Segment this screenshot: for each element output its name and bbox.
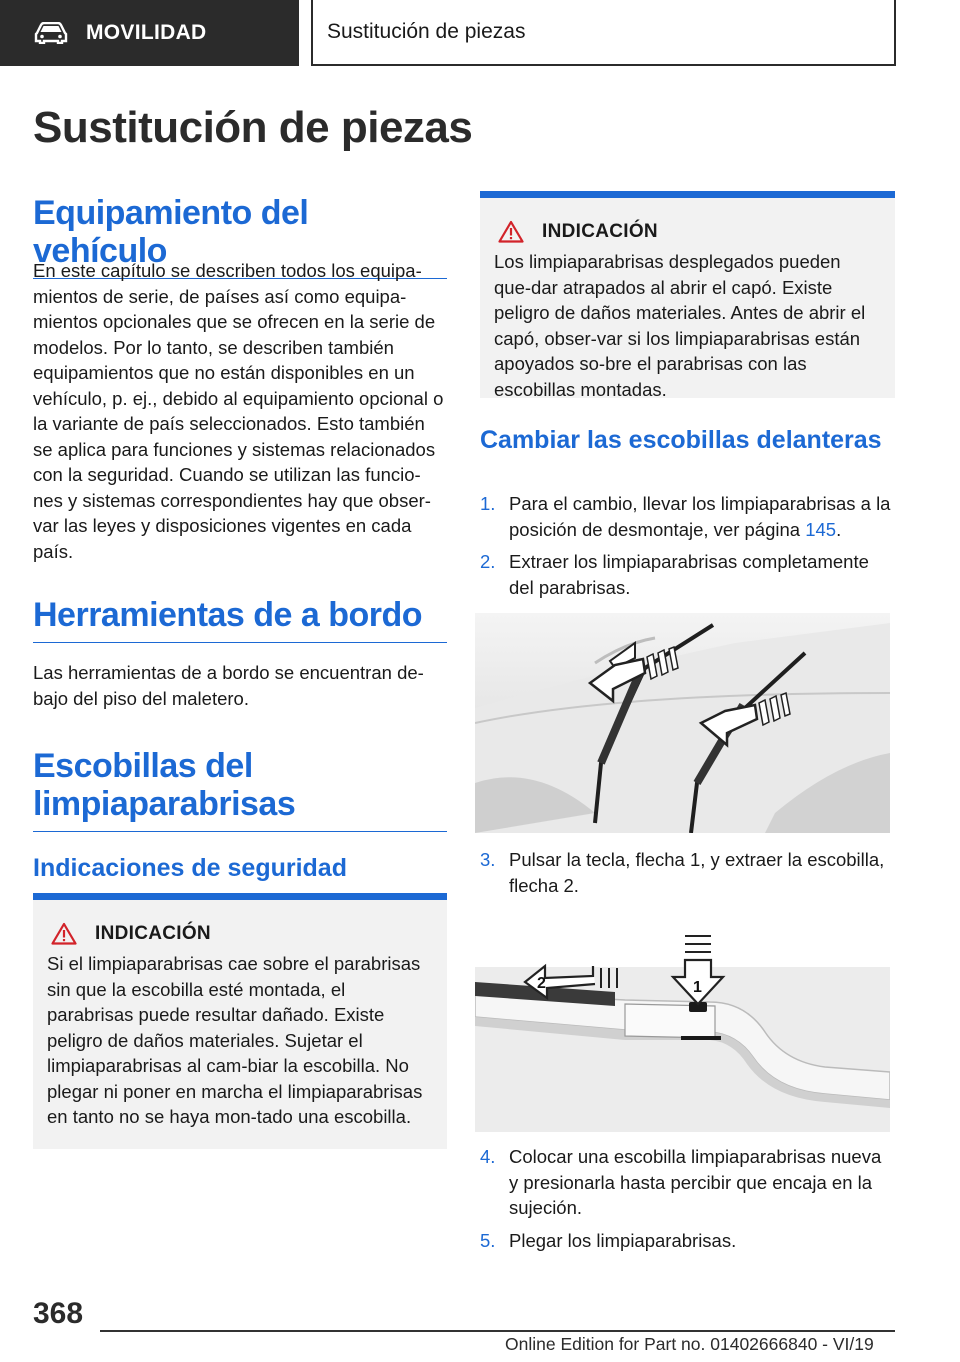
paragraph-equipamiento: En este capítulo se describen todos los equipa-mientos de serie, de países así como equipa-mientos opcionales que se ofrecen en la serie de modelos. Por lo tanto, se describen también equipamientos que no están disponibles en un vehículo, p. ej., debido al equipamiento opcional o la variante de país seleccionados. Esto también se aplica para funciones y sistemas relacionados con la seguridad. Cuando se utilizan las funcio-nes y sistemas correspondientes hay que obser-var las leyes y disposiciones vigentes en cada país. (33, 260, 444, 562)
notice-box-left (33, 893, 447, 1149)
list-item: 4. Colocar una escobilla limpiaparabrisas nueva y presionarla hasta percibir que encaja en la sujeción. (480, 1146, 882, 1218)
heading-equipamiento: Equipamiento del vehículo (33, 194, 447, 279)
figure-blade-release (475, 922, 890, 1132)
list-item: 5. Plegar los limpiaparabrisas. (480, 1229, 737, 1251)
notice-label: INDICACIÓN (95, 922, 211, 944)
chapter-label: Sustitución de piezas (327, 20, 526, 43)
steps-list-2 (480, 847, 895, 905)
notice-box-right (480, 191, 895, 398)
list-item: 2. Extraer los limpiaparabrisas completamente del parabrisas. (480, 551, 869, 598)
heading-escobillas: Escobillas del limpiaparabrisas (33, 747, 447, 832)
steps-list-1 (480, 491, 895, 607)
heading-indicaciones: Indicaciones de seguridad (33, 854, 347, 882)
list-item: 1. Para el cambio, llevar los limpiaparabrisas a la posición de desmontaje, ver página 145. (480, 493, 891, 540)
section-label: MOVILIDAD (86, 21, 207, 44)
list-item: 3. Pulsar la tecla, flecha 1, y extraer la escobilla, flecha 2. (480, 849, 885, 896)
heading-cambiar-escobillas: Cambiar las escobillas delanteras (480, 426, 882, 454)
car-icon (34, 22, 68, 44)
figure-wipers-raised (475, 613, 890, 833)
windshield-illustration (475, 613, 890, 833)
chapter-header (311, 0, 896, 66)
notice-text: Si el limpiaparabrisas cae sobre el parabrisas sin que la escobilla esté montada, el parabrisas puede resultar dañado. Existe peligro de daños materiales. Sujetar el limpiaparabrisas al cam-biar la escobilla. No plegar ni poner en marcha el limpiaparabrisas en tanto no se haya mon-tado una escobilla. (47, 953, 423, 1127)
arrow-label-1: 1 (693, 979, 702, 996)
paragraph-herramientas: Las herramientas de a bordo se encuentran de-bajo del piso del maletero. (33, 662, 424, 709)
notice-label: INDICACIÓN (542, 220, 658, 242)
notice-text: Los limpiaparabrisas desplegados pueden que-dar atrapados al abrir el capó. Existe peligro de daños materiales. Antes de abrir el capó, obser-var si los limpiaparabrisas están apoyados so-bre el parabrisas con las escobillas montadas. (494, 251, 866, 400)
heading-herramientas: Herramientas de a bordo (33, 596, 447, 643)
blade-release-illustration (475, 922, 890, 1132)
arrow-label-2: 2 (537, 975, 546, 992)
page-number: 368 (33, 1297, 84, 1330)
page-title: Sustitución de piezas (33, 103, 473, 152)
steps-list-3 (480, 1144, 895, 1260)
edition-text: Online Edition for Part no. 01402666840 - VI/19 (505, 1334, 874, 1354)
warning-triangle-icon (51, 922, 77, 945)
page-link[interactable]: 145 (805, 518, 837, 540)
footer-divider (100, 1330, 895, 1332)
section-tab[interactable] (0, 0, 299, 66)
warning-triangle-icon (498, 220, 524, 243)
